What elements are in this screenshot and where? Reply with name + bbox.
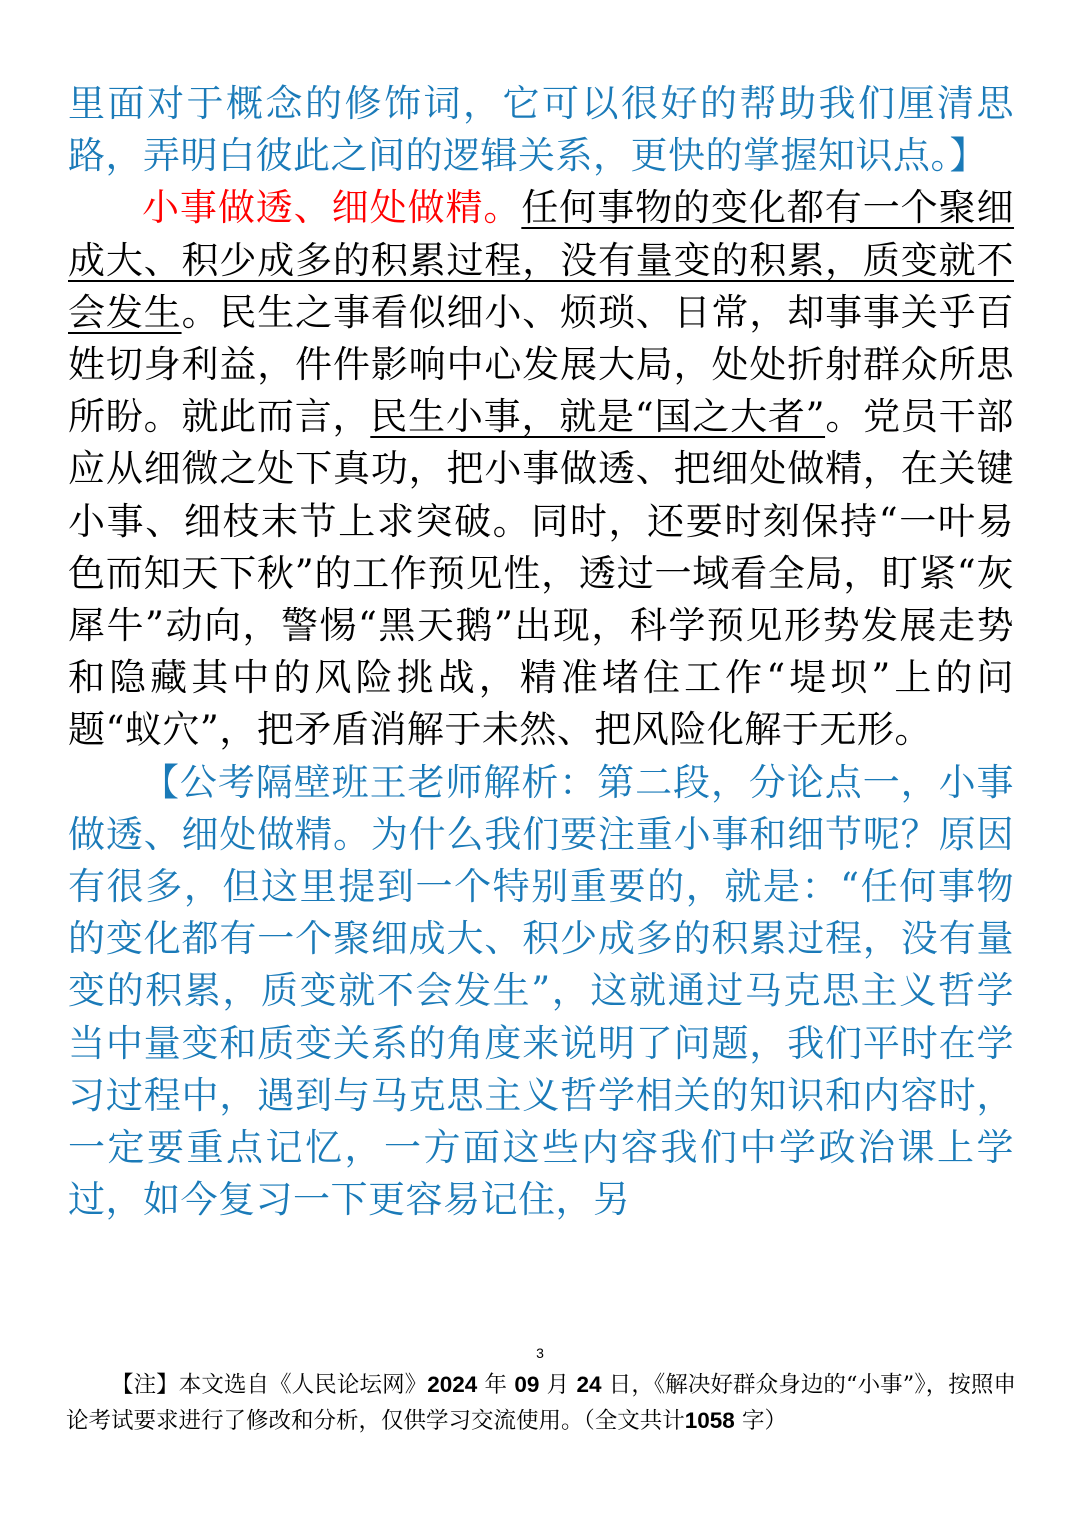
footnote-segment: 日，《解决好群众身边的“小事”》，按照申论考试要求进行了修改和分析，仅供学习交流使用。（全文共计 [66, 1372, 1016, 1434]
analysis-paragraph [68, 757, 1014, 1227]
article-body [68, 78, 1014, 1226]
sub-point-heading: 小事做透、细处做精。 [142, 186, 522, 230]
analysis-text: 里面对于概念的修饰词，它可以很好的帮助我们厘清思路，弄明白彼此之间的逻辑关系，更快的掌握知识点。】 [68, 82, 1014, 178]
body-text-segment: 。民生之事看似细小、烦琐、日常，却事事关乎百姓切身利益，件件影响中心发展大局，处处折射群众所思所盼。就此而言， [68, 290, 1014, 439]
footnote-segment: 年 [477, 1372, 515, 1398]
footnote-segment: 【注】本文选自《人民论坛网》 [111, 1372, 428, 1398]
footnote-month: 09 [514, 1372, 540, 1397]
underlined-key-sentence: 任何事物的变化都有一个聚细成大、积少成多的积累过程，没有量变的积累，质变就不会发生 [68, 186, 1015, 334]
footnote-segment: 月 [539, 1372, 577, 1398]
underlined-key-phrase: 民生小事，就是“国之大者” [370, 395, 826, 439]
analysis-paragraph-continued [68, 78, 1014, 182]
page-number: 3 [536, 1345, 544, 1361]
body-text-segment: 。党员干部应从细微之处下真功，把小事做透、把细处做精，在关键小事、细枝末节上求突破。同时，还要时刻保持“一叶易色而知天下秋”的工作预见性，透过一域看全局，盯紧“灰犀牛”动向，警惕“黑天鹅”出现，科学预见形势发展走势和隐藏其中的风险挑战，精准堵住工作“堤坝”上的问题“蚁穴”，把矛盾消解于未然、把风险化解于无形。 [68, 395, 1014, 752]
footnote-year: 2024 [427, 1372, 478, 1397]
footnote-word-count: 1058 [684, 1408, 735, 1433]
analysis-text: 【公考隔壁班王老师解析：第二段，分论点一，小事做透、细处做精。为什么我们要注重小事和细节呢？原因有很多，但这里提到一个特别重要的，就是：“任何事物的变化都有一个聚细成大、积少成多的积累过程，没有量变的积累，质变就不会发生”，这就通过马克思主义哲学当中量变和质变关系的角度来说明了问题，我们平时在学习过程中，遇到与马克思主义哲学相关的知识和内容时，一定要重点记忆，一方面这些内容我们中学政治课上学过，如今复习一下更容易记住，另 [68, 760, 1014, 1222]
body-paragraph-2 [68, 182, 1014, 756]
footnote-text [66, 1367, 1016, 1439]
source-footnote [66, 1367, 1016, 1439]
footnote-day: 24 [576, 1372, 602, 1397]
footnote-segment: 字） [734, 1408, 787, 1434]
